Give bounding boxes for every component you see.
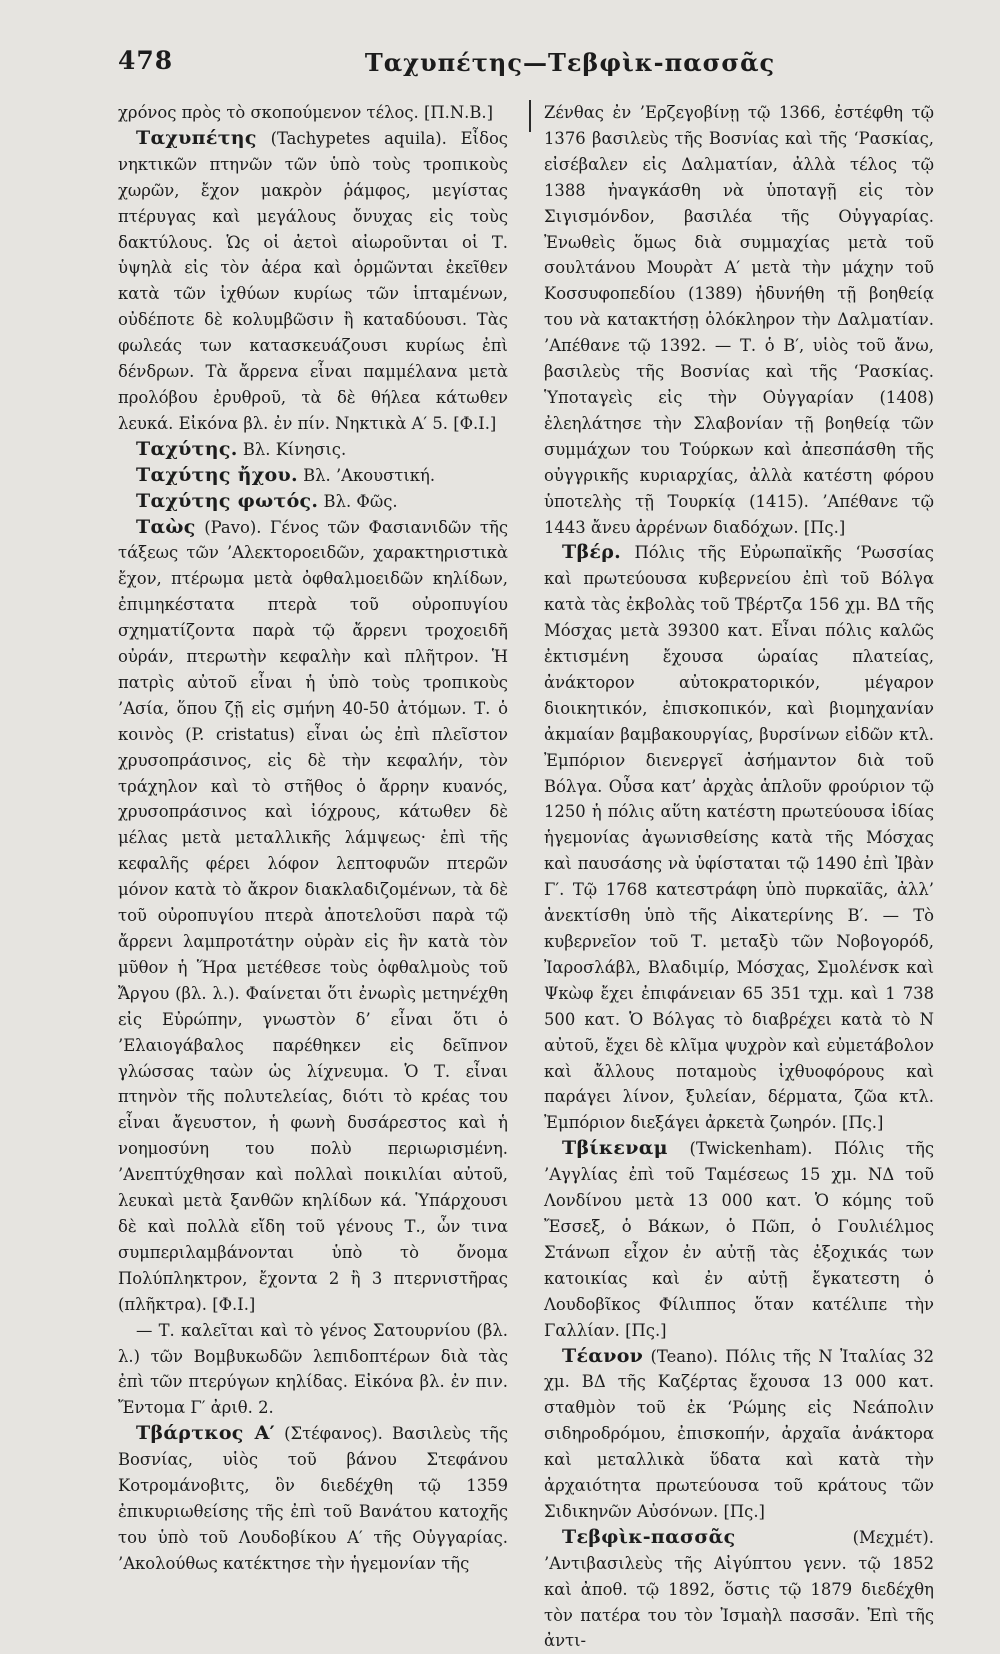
headword: Τέανον — [562, 1344, 644, 1367]
headword: Ταὼς — [136, 515, 196, 538]
entry — [118, 463, 508, 489]
entry-text: — Τ. καλεῖται καὶ τὸ γένος Σατουρνίου (βλ. λ.) τῶν Βομβυκωδῶν λεπιδοπτέρων διὰ τὰς ἐπὶ τῶν πτερύγων κηλίδας. Εἰκόνα βλ. ἐν πιν. Ἔντομα Γ′ ἀριθ. 2. — [118, 1320, 508, 1418]
entry-text: Βλ. ’Ακουστική. — [297, 465, 436, 485]
entry-text: Ζένθας ἐν ’Ερζεγοβίνῃ τῷ 1366, ἐστέφθη τῷ 1376 βασιλεὺς τῆς Βοσνίας καὶ τῆς ‘Ρασκίας, εἰσέβαλεν εἰς Δαλματίαν, ἀλλὰ τέλος τῷ 1388 ἠναγκάσθη νὰ ὑποταγῇ εἰς τὸν Σιγισμόνδον, βασιλέα τῆς Οὐγγαρίας. Ἐνωθεὶς ὅμως διὰ συμμαχίας μετὰ τοῦ σουλτάνου Μουρὰτ Α′ μετὰ τὴν μάχην τοῦ Κοσσυφοπεδίου (1389) ἠδυνήθη τῇ βοηθείᾳ του νὰ κατακτήσῃ ὁλόκληρον τὴν Δαλματίαν. ’Απέθανε τῷ 1392. — Τ. ὁ Β′, υἱὸς τοῦ ἄνω, βασιλεὺς τῆς Βοσνίας καὶ τῆς ‘Ρασκίας. Ὑποταγεὶς εἰς τὴν Οὐγγαρίαν (1408) ἐλεηλάτησε τὴν Σλαβονίαν τῇ βοηθείᾳ τῶν συμμάχων του Τούρκων καὶ ἀπεσπάσθη τῆς οὐγγρικῆς κυριαρχίας, ἀλλὰ κατέστη φόρου ὑποτελὴς τῇ Τουρκίᾳ (1415). ’Απέθανε τῷ 1443 ἄνευ ἀρρένων διαδόχων. [Πς.] — [544, 103, 934, 537]
right-column — [544, 100, 934, 1654]
entry-text: (Teano). Πόλις τῆς Ν Ἰταλίας 32 χμ. ΒΔ τῆς Καζέρτας ἔχουσα 13 000 κατ. σταθμὸν τοῦ ἐκ ‘Ρώμης εἰς Νεάπολιν σιδηροδρόμου, ἐπισκοπήν, ἀρχαῖα ἀνάκτορα καὶ μεταλλικὰ ὕδατα καὶ κατὰ τὴν ἀρχαιότητα πρωτεύουσα τοῦ κράτους τῶν Σιδικηνῶν Αὐσόνων. [Πς.] — [544, 1346, 934, 1521]
headword: Τβάρτκος Α′ — [136, 1422, 275, 1445]
entry — [118, 515, 508, 1318]
entry — [118, 1318, 508, 1422]
headword: Ταχύτης φωτός. — [136, 489, 319, 512]
entry — [544, 1344, 934, 1525]
headword: Ταχύτης ἤχου. — [136, 463, 298, 486]
entry-text: Πόλις τῆς Εὐρωπαϊκῆς ‘Ρωσσίας καὶ πρωτεύουσα κυβερνείου ἐπὶ τοῦ Βόλγα κατὰ τὰς ἐκβολὰς τοῦ Τβέρτζα 156 χμ. ΒΔ τῆς Μόσχας μετὰ 39300 κατ. Εἶναι πόλις καλῶς ἐκτισμένη ἔχουσα ὡραίας πλατείας, ἀνάκτορον αὐτοκρατορικόν, μέγαρον διοικητικόν, ἐπισκοπικόν, καὶ βιομηχανίαν ἀκμαίαν βαμβακουργίας, βυρσίνων εἰδῶν κτλ. Ἐμπόριον διενεργεῖ ἀσήμαντον διὰ τοῦ Βόλγα. Οὖσα κατ’ ἀρχὰς ἁπλοῦν φρούριον τῷ 1250 ἡ πόλις αὕτη κατέστη πρωτεύουσα ἰδίας ἡγεμονίας ἀγωνισθείσης κατὰ τῆς Μόσχας καὶ παυσάσης νὰ ὑφίσταται τῷ 1490 ἐπὶ Ἰβὰν Γ′. Τῷ 1768 κατεστράφη ὑπὸ πυρκαϊᾶς, ἀλλ’ ἀνεκτίσθη ὑπὸ τῆς Αἰκατερίνης Β′. — Τὸ κυβερνεῖον τοῦ Τ. μεταξὺ τῶν Νοβογορόδ, Ἰαροσλάβλ, Βλαδιμίρ, Μόσχας, Σμολένσκ καὶ Ψκὼφ ἔχει ἐπιφάνειαν 65 351 τχμ. καὶ 1 738 500 κατ. Ὁ Βόλγας τὸ διαβρέχει κατὰ τὸ Ν αὐτοῦ, ἔχει δὲ κλῖμα ψυχρὸν καὶ εὐμετάβολον καὶ ἄλλους ποταμοὺς ἰχθυοφόρους καὶ παράγει λίνον, ξυλείαν, δέρματα, ζῶα κτλ. Ἐμπόριον διεξάγει ἀρκετὰ ζωηρόν. [Πς.] — [544, 543, 934, 1133]
entry — [544, 1136, 934, 1343]
entry-text: Βλ. Κίνησις. — [237, 439, 347, 459]
entry-text: (Στέφανος). Βασιλεὺς τῆς Βοσνίας, υἱὸς τοῦ βάνου Στεφάνου Κοτρομάνοβιτς, ὃν διεδέχθη τῷ 1359 ἐπικυριωθείσης τῆς ἐπὶ τοῦ Βανάτου κατοχῆς του ὑπὸ τοῦ Λουδοβίκου Α′ τῆς Οὐγγαρίας. ’Ακολούθως κατέκτησε τὴν ἡγεμονίαν τῆς — [118, 1424, 508, 1573]
headword: Τβίκεναμ — [562, 1137, 668, 1160]
entry-text: (Tachypetes aquila). Εἶδος νηκτικῶν πτηνῶν τῶν ὑπὸ τοὺς τροπικοὺς χωρῶν, ἔχον μακρὸν ῥάμφος, μεγίστας πτέρυγας καὶ μεγάλους ὄνυχας εἰς τοὺς δακτύλους. Ὡς οἱ ἀετοὶ αἰωροῦνται οἱ Τ. ὑψηλὰ εἰς τὸν ἀέρα καὶ ὁρμῶνται ἐκεῖθεν κατὰ τῶν ἰχθύων κυρίως τῶν ἱπταμένων, οὐδέποτε δὲ κολυμβῶσιν ἢ καταδύουσι. Τὰς φωλεάς των κατασκευάζουσι κυρίως ἐπὶ δένδρων. Τὰ ἄρρενα εἶναι παμμέλανα μετὰ προλόβου ἐρυθροῦ, τὰ δὲ θήλεα κάτωθεν λευκά. Εἰκόνα βλ. ἐν πίν. Νηκτικὰ Α′ 5. [Φ.Ι.] — [118, 128, 508, 433]
headword: Ταχυπέτης — [136, 126, 257, 149]
entry-text: χρόνος πρὸς τὸ σκοπούμενον τέλος. [Π.Ν.Β.] — [118, 103, 494, 122]
entry — [118, 100, 508, 126]
entry — [544, 540, 934, 1136]
headword: Τβέρ. — [562, 541, 622, 564]
entry — [118, 126, 508, 437]
page-number: 478 — [118, 46, 174, 75]
headword: Ταχύτης. — [136, 437, 238, 460]
entry — [544, 100, 934, 540]
entry-text: Βλ. Φῶς. — [318, 491, 398, 511]
entry — [544, 1525, 934, 1654]
entry-text: (Μεχμέτ). ’Αντιβασιλεὺς τῆς Αἰγύπτου γενν. τῷ 1852 καὶ ἀποθ. τῷ 1892, ὅστις τῷ 1879 διεδέχθη τὸν πατέρα του τὸν Ἰσμαὴλ πασσᾶν. Ἐπὶ τῆς ἀντι- — [544, 1527, 934, 1651]
left-column — [118, 100, 508, 1577]
column-divider — [529, 100, 531, 132]
entry-text: (Twickenham). Πόλις τῆς ’Αγγλίας ἐπὶ τοῦ Ταμέσεως 15 χμ. ΝΔ τοῦ Λονδίνου μετὰ 13 000 κατ. Ὁ κόμης τοῦ Ἔσσεξ, ὁ Βάκων, ὁ Πῶπ, ὁ Γουλιέλμος Στάνωπ εἶχον ἐν αὐτῇ τὰς ἐξοχικάς των κατοικίας καὶ ἐν αὐτῇ ἔγκατεστη ὁ Λουδοβῖκος Φίλιππος ὅταν κατέλιπε τὴν Γαλλίαν. [Πς.] — [544, 1139, 934, 1340]
entry — [118, 1421, 508, 1576]
headword: Τεβφὶκ-πασσᾶς — [562, 1525, 736, 1548]
entry-text: (Pavo). Γένος τῶν Φασιανιδῶν τῆς τάξεως τῶν ’Αλεκτοροειδῶν, χαρακτηριστικὰ ἔχον, πτέρωμα μετὰ ὀφθαλμοειδῶν κηλίδων, ἐπιμηκέστατα πτερὰ τοῦ οὐροπυγίου σχηματίζοντα παρὰ τῷ ἄρρενι τροχοειδῆ οὐράν, πτερωτὴν κεφαλὴν καὶ πλῆτρον. Ἡ πατρὶς αὐτοῦ εἶναι ἡ ὑπὸ τοὺς τροπικοὺς ’Ασία, ὅπου ζῇ εἰς σμήνη 40-50 ἀτόμων. Τ. ὁ κοινὸς (P. cristatus) εἶναι ὡς ἐπὶ πλεῖστον χρυσοπράσινος, εἰς δὲ τὴν κεφαλήν, τὸν τράχηλον καὶ τὸ στῆθος ὁ ἄρρην κυανός, χρυσοπράσινος καὶ ἰόχρους, κάτωθεν δὲ μέλας μετὰ μεταλλικῆς λάμψεως· ἐπὶ τῆς κεφαλῆς φέρει λόφον λεπτοφυῶν πτερῶν μόνον κατὰ τὸ ἄκρον διακλαδιζομένων, τὰ δὲ τοῦ οὐροπυγίου πτερὰ ἀποτελοῦσι παρὰ τῷ ἄρρενι λαμπροτάτην οὐρὰν εἰς ἣν κατὰ τὸν μῦθον ἡ Ἥρα μετέθεσε τοὺς ὀφθαλμοὺς τοῦ Ἄργου (βλ. λ.). Φαίνεται ὅτι ἐνωρὶς μετηνέχθη εἰς Εὐρώπην, γνωστὸν δ’ εἶναι ὅτι ὁ ’Ελαιογάβαλος παρέθηκεν εἰς δεῖπνον γλώσσας ταὼν ὡς λίχνευμα. Ὁ Τ. εἶναι πτηνὸν τῆς πολυτελείας, διότι τὸ κρέας του εἶναι ἄγευστον, ἡ φωνὴ δυσάρεστος καὶ ἡ νοημοσύνη του πολὺ περιωρισμένη. ’Ανεπτύχθησαν καὶ πολλαὶ ποικιλίαι αὐτοῦ, λευκαὶ μετὰ ξανθῶν κηλίδων κά. Ὑπάρχουσι δὲ καὶ πολλὰ εἴδη τοῦ γένους Τ., ὧν τινα συμπεριλαμβάνονται ὑπὸ τὸ ὄνομα Πολύπληκτρον, ἔχοντα 2 ἢ 3 πτερνιστῆρας (πλῆκτρα). [Φ.Ι.] — [118, 517, 508, 1314]
entry — [118, 489, 508, 515]
running-title: Ταχυπέτης—Τεβφὶκ-πασσᾶς — [364, 48, 776, 77]
entry — [118, 437, 508, 463]
